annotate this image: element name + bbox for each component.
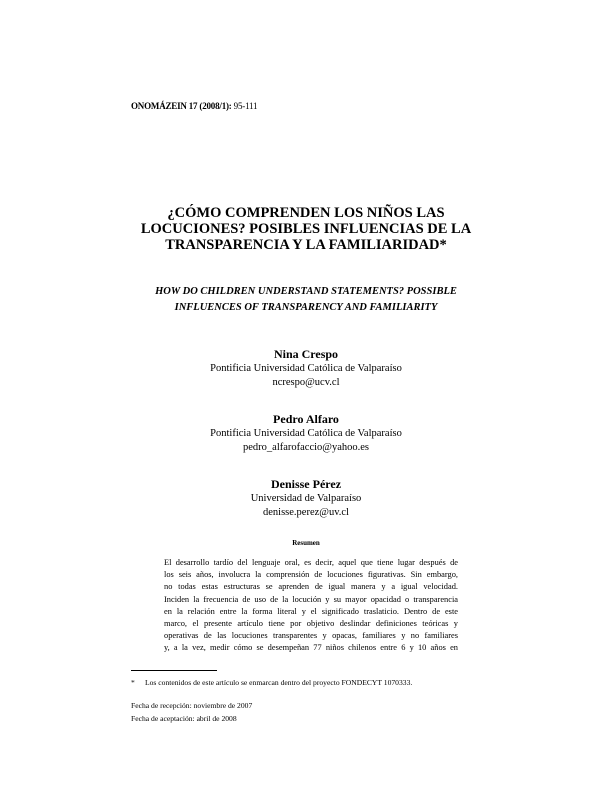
title-line: ¿CÓMO COMPRENDEN LOS NIÑOS LAS [167,205,445,221]
abstract-line: no todas estas estructuras se aprenden de igual manera y a igual velocidad. [164,582,458,592]
abstract-body [164,557,458,655]
title-line: LOCUCIONES? POSIBLES INFLUENCIAS DE LA [140,221,472,237]
author-affiliation: Universidad de Valparaíso [250,493,362,504]
subtitle-line: INFLUENCES OF TRANSPARENCY AND FAMILIARITY [174,302,438,313]
accepted-date: Fecha de aceptación: abril de 2008 [131,713,237,723]
author-affiliation: Pontificia Universidad Católica de Valparaíso [210,428,402,439]
author-name: Nina Crespo [273,347,339,361]
footnote-text: Los contenidos de este artículo se enmarcan dentro del proyecto FONDECYT 1070333. [145,678,413,687]
abstract-line: en la relación entre la forma literal y el significado traslaticio. Dentro de este [164,606,458,616]
author-block [100,346,512,390]
journal-name: ONOMÁZEIN 17 (2008/1): [131,101,232,111]
english-title [100,284,512,316]
abstract-line: operativas de las locuciones transparentes y opacas, familiares y no familiares [164,631,458,641]
journal-citation [131,101,257,111]
abstract-line: El desarrollo tardío del lenguaje oral, es decir, aquel que tiene lugar después de [164,558,458,567]
page-range: 95-111 [233,101,258,111]
author-name: Pedro Alfaro [273,412,339,426]
author-name: Denisse Pérez [270,477,342,491]
submission-dates [131,700,252,725]
abstract-heading: Resumen [292,539,320,547]
subtitle-line: HOW DO CHILDREN UNDERSTAND STATEMENTS? POSSIBLE [155,286,457,297]
received-date: Fecha de recepción: noviembre de 2007 [131,701,253,710]
abstract-line: marco, el presente artículo tiene por objetivo deslindar definiciones teóricas y [164,619,458,629]
footnote-marker: * [131,678,135,687]
author-affiliation: Pontificia Universidad Católica de Valparaíso [210,363,402,374]
footnote [131,678,412,687]
footnote-rule [131,670,217,671]
author-email: ncrespo@ucv.cl [272,377,340,388]
abstract-line: y, a la vez, medir cómo se desempeñan 77 niños chilenos entre 6 y 10 años en [164,643,458,653]
title-line: TRANSPARENCIA Y LA FAMILIARIDAD* [165,237,447,253]
author-block [100,411,512,455]
abstract-line: los seis años, involucra la comprensión de locuciones figurativas. Sin embargo, [164,570,458,580]
author-block [100,476,512,520]
author-email: denisse.perez@uv.cl [263,507,349,518]
article-title [100,205,512,253]
abstract-line: Inciden la frecuencia de uso de la locución y su mayor opacidad o transparencia [164,594,458,604]
author-email: pedro_alfarofaccio@yahoo.es [243,442,369,453]
